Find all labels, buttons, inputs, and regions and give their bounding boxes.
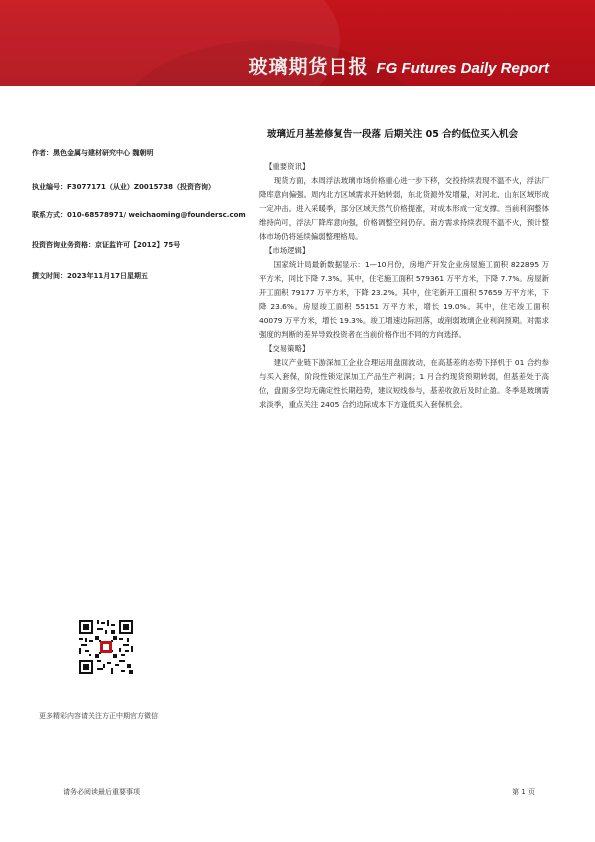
section-text-logic: 国家统计局最新数据显示：1—10月份，房地产开发企业房屋施工面积 822895 万平方米，同比下降 7.3%。其中，住宅施工面积 579361 万平方米，下降 7.7%。房屋新开工面积 79177 万平方米，下降 23.2%。其中，住宅新开工面积 57659 万平方米，下降 23.6%。房屋竣工面积 55151 万平方米，增长 19.0%。其中，住宅竣工面积 40079 万平方米，增长 19.3%。竣工增速边际回落，或削弱玻璃企业利润预期。对需求强度的判断的差异导致投资者在当前价格作出不同的方向选择。 <box>259 260 549 339</box>
section-text-strategy: 建议产业链下游深加工企业合理运用盘面波动，在高基差的态势下择机于 01 合约参与买入套保，阶段性锁定深加工产品生产利润；1 月合约现货预期转弱，但基差处于高位，盘面多空均无确定性长期趋势，建议短线参与，基差收敛后及时止盈。冬季是玻璃需求淡季，重点关注 2405 合约边际成本下方逢低买入套保机会。 <box>259 358 549 409</box>
qr-caption: 更多精彩内容请关注方正中期官方微信 <box>39 712 158 720</box>
author-line: 作者：黑色金属与建材研究中心 魏朝明 <box>32 149 154 157</box>
footer-notice: 请务必阅读最后重要事项 <box>63 788 140 796</box>
banner-title-en: FG Futures Daily Report <box>376 60 549 77</box>
page-number: 第 1 页 <box>512 788 535 796</box>
report-headline: 玻璃近月基差修复告一段落 后期关注 05 合约低位买入机会 <box>267 129 519 140</box>
wechat-qr-code-icon <box>79 620 133 674</box>
report-banner <box>0 0 595 86</box>
section-heading-strategy: 【交易策略】 <box>265 344 310 353</box>
date-line: 撰文时间：2023年11月17日星期五 <box>32 272 148 280</box>
banner-title <box>248 52 549 79</box>
license-line: 执业编号：F3077171（从业）Z0015738（投资咨询） <box>32 183 216 191</box>
contact-line: 联系方式：010-68578971/ weichaoming@foundersc.com <box>32 211 246 219</box>
section-heading-logic: 【市场逻辑】 <box>265 246 310 255</box>
section-heading-news: 【重要资讯】 <box>265 162 310 171</box>
section-text-news: 现货方面，本周浮法玻璃市场价格重心进一步下移，交投持续表现不温不火，浮法厂降库意向偏强。周内北方区域需求开始转弱，东北货源外发增量，对河北、山东区域形成一定冲击。进入采暖季，部分区域天然气价格提涨，对成本形成一定支撑。当前利润整体维持尚可，浮法厂降库意向强，价格调整空间仍存。南方需求持续表现不温不火，预计整体市场仍将延续偏弱整理格局。 <box>259 176 549 241</box>
banner-title-cn: 玻璃期货日报 <box>248 56 369 78</box>
report-body <box>259 160 549 412</box>
qualification-line: 投资咨询业务资格：京证监许可【2012】75号 <box>32 241 181 249</box>
